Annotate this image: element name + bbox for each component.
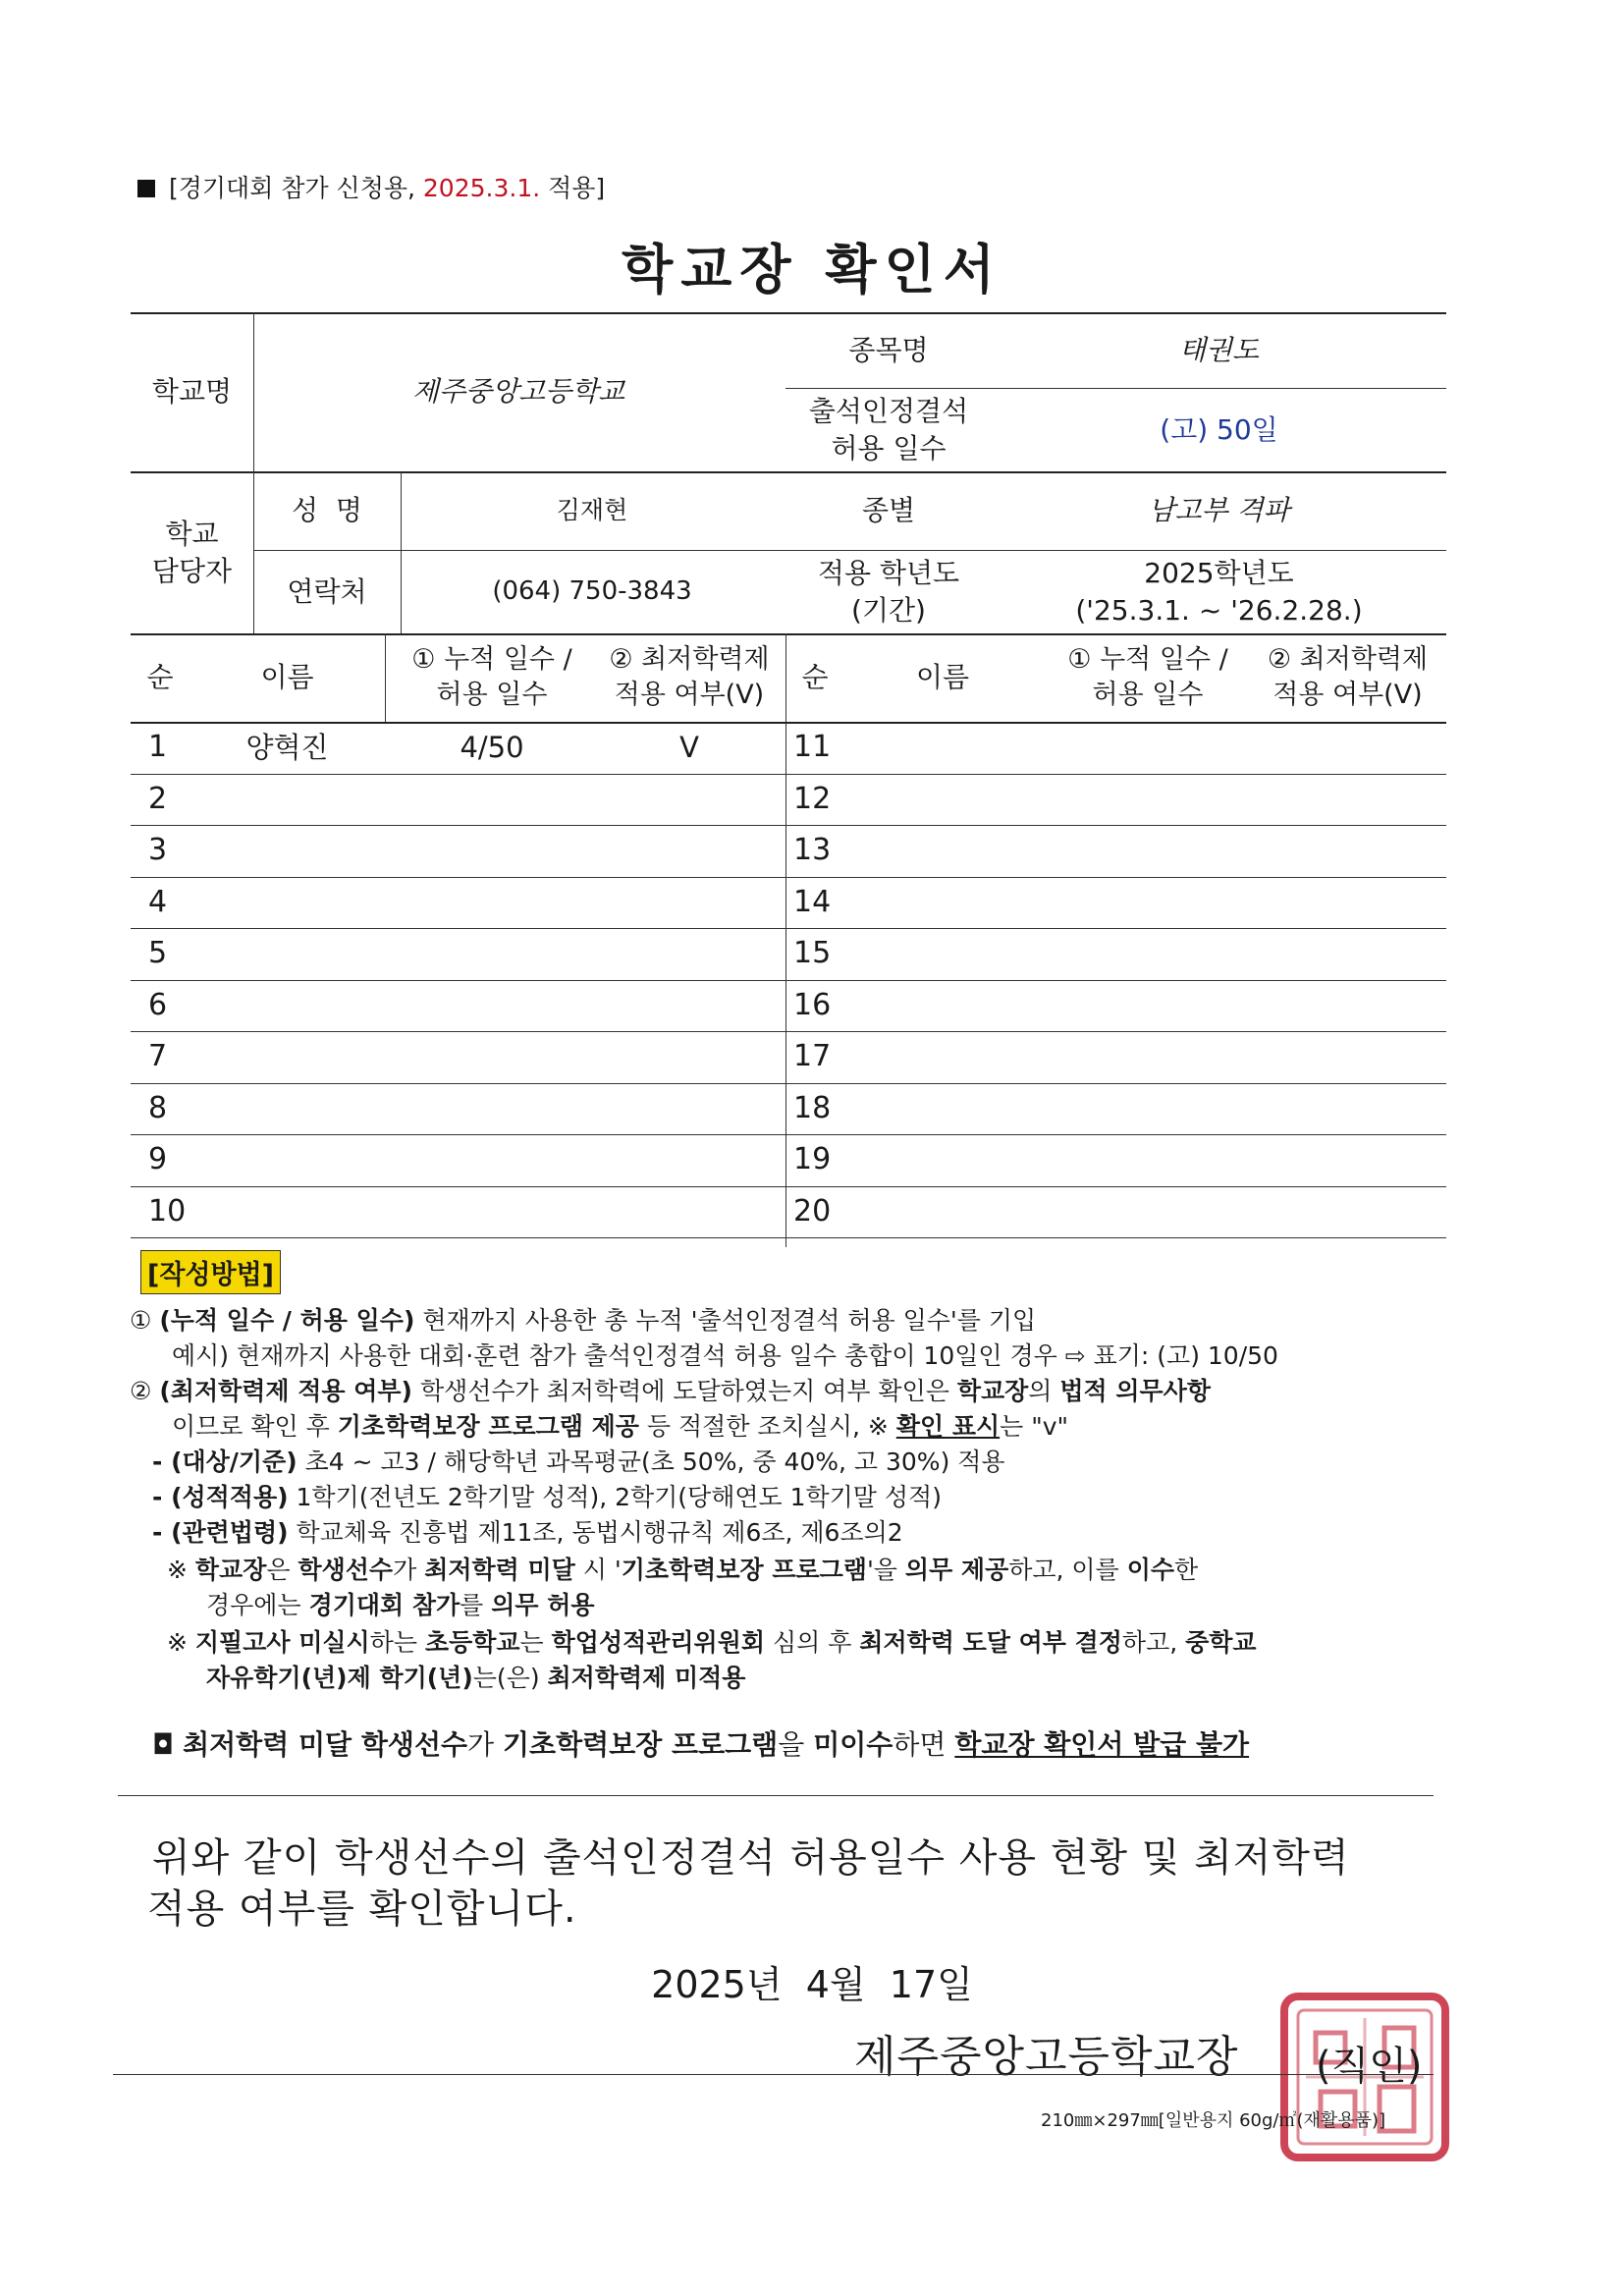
col-no-right: 순 (801, 661, 829, 694)
guide-line: 경우에는 경기대회 참가를 의무 허용 (206, 1591, 595, 1619)
min-academic-check (593, 1134, 785, 1186)
guide-line: 자유학기(년)제 학기(년)는(은) 최저학력제 미적용 (206, 1664, 746, 1692)
school-label: 학교명 (151, 375, 233, 409)
student-name (189, 877, 385, 929)
col-min-right: ② 최저학력제 적용 여부(V) (1267, 643, 1429, 710)
row-number: 19 (793, 1142, 832, 1176)
row-number: 3 (148, 833, 168, 867)
effective-date: 2025.3.1. (422, 174, 541, 202)
days-used (385, 825, 599, 877)
student-name (189, 1186, 385, 1238)
row-number: 6 (148, 987, 168, 1022)
row-number: 2 (148, 781, 168, 816)
footer-line (113, 2074, 1434, 2075)
guide-title: [작성방법] (140, 1250, 281, 1294)
days-used (385, 980, 599, 1032)
name-label: 성 명 (292, 494, 362, 527)
guide-line: ① (누적 일수 / 허용 일수) 현재까지 사용한 총 누적 '출석인정결석 허용 일수'를 기입 (130, 1306, 1037, 1335)
square-bullet-icon (137, 180, 155, 197)
guide-line: 예시) 현재까지 사용한 대회·훈련 참가 출석인정결석 허용 일수 총합이 10일인 경우 ⇨ 표기: (고) 10/50 (172, 1341, 1278, 1370)
event-value: 태권도 (1178, 333, 1260, 366)
event-label: 종목명 (848, 333, 929, 366)
year-value: 2025학년도 ('25.3.1. ~ '26.2.28.) (1075, 556, 1363, 627)
min-academic-check (593, 928, 785, 980)
col-days-left: ① 누적 일수 / 허용 일수 (411, 643, 572, 710)
row-number: 17 (793, 1039, 832, 1073)
absence-label: 출석인정결석 허용 일수 (808, 394, 969, 464)
paper-spec: 210㎜×297㎜[일반용지 60g/㎡(재활용품)] (1041, 2110, 1386, 2131)
min-academic-check (593, 825, 785, 877)
col-min-left: ② 최저학력제 적용 여부(V) (609, 643, 770, 710)
min-academic-check (593, 1186, 785, 1238)
student-name (189, 928, 385, 980)
manager-label: 학교 담당자 (151, 517, 233, 587)
min-academic-check (593, 877, 785, 929)
guide-line: 이므로 확인 후 기초학력보장 프로그램 제공 등 적절한 조치실시, ※ 확인 표시는 "v" (172, 1412, 1069, 1441)
statement-line-2: 적용 여부를 확인합니다. (147, 1886, 577, 1932)
student-name: 양혁진 (245, 730, 329, 764)
row-number: 20 (793, 1193, 832, 1229)
row-number: 4 (148, 884, 168, 919)
days-used (385, 1134, 599, 1186)
guide-line: - (관련법령) 학교체육 진흥법 제11조, 동법시행규칙 제6조, 제6조의2 (152, 1518, 903, 1547)
min-academic-check (593, 774, 785, 826)
min-academic-check (593, 980, 785, 1032)
col-name-right: 이름 (915, 661, 970, 694)
days-used (385, 1186, 599, 1238)
row-number: 5 (148, 936, 168, 970)
guide-line: ② (최저학력제 적용 여부) 학생선수가 최저학력에 도달하였는지 여부 확인은 학교장의 법적 의무사항 (130, 1377, 1212, 1405)
days-used (385, 1031, 599, 1083)
days-used (385, 928, 599, 980)
col-days-right: ① 누적 일수 / 허용 일수 (1067, 643, 1228, 710)
category-value: 남고부 격파 (1148, 494, 1290, 527)
row-number: 12 (793, 781, 832, 816)
student-name (189, 1083, 385, 1135)
seal-label: (직인) (1316, 2044, 1423, 2089)
row-number: 16 (793, 987, 832, 1022)
student-name (189, 825, 385, 877)
student-name (189, 774, 385, 826)
issue-date: 2025년 4월 17일 (651, 1963, 973, 2006)
guide-line: ※ 학교장은 학생선수가 최저학력 미달 시 '기초학력보장 프로그램'을 의무 제공하고, 이를 이수한 (167, 1556, 1199, 1584)
min-academic-check: V (679, 730, 699, 764)
days-used (385, 1083, 599, 1135)
roster-center-line (785, 633, 786, 1247)
row-number: 13 (793, 833, 832, 867)
student-name (189, 1134, 385, 1186)
row-number: 18 (793, 1090, 832, 1125)
absence-value: (고) 50일 (1160, 412, 1278, 446)
days-used: 4/50 (460, 730, 524, 764)
category-label: 종별 (861, 494, 916, 527)
guide-warning: ◘ 최저학력 미달 학생선수가 기초학력보장 프로그램을 미이수하면 학교장 확인서 발급 불가 (152, 1728, 1250, 1761)
name-value: 김재현 (556, 496, 628, 525)
row-number: 10 (148, 1193, 187, 1229)
page-title: 학교장 확인서 (622, 239, 1002, 301)
guide-line: - (성적적용) 1학기(전년도 2학기말 성적), 2학기(당해연도 1학기말 성적) (152, 1483, 942, 1511)
row-number: 14 (793, 884, 832, 919)
min-academic-check (593, 1083, 785, 1135)
year-label: 적용 학년도 (기간) (817, 556, 960, 627)
col-no-left: 순 (146, 661, 174, 694)
roster-row-line (131, 1237, 1446, 1238)
row-number: 1 (148, 730, 168, 764)
contact-label: 연락처 (287, 574, 367, 608)
guide-line: ※ 지필고사 미실시하는 초등학교는 학업성적관리위원회 심의 후 최저학력 도달 여부 결정하고, 중학교 (167, 1628, 1257, 1657)
days-used (385, 877, 599, 929)
student-name (189, 1031, 385, 1083)
row-number: 8 (148, 1090, 168, 1125)
form-usage-note: [경기대회 참가 신청용, 2025.3.1. 적용] (137, 169, 605, 204)
guide-bottom-line (118, 1795, 1434, 1796)
principal-name: 제주중앙고등학교장 (854, 2032, 1239, 2082)
student-name (189, 980, 385, 1032)
guide-line: - (대상/기준) 초4 ~ 고3 / 해당학년 과목평균(초 50%, 중 40%, 고 30%) 적용 (152, 1448, 1005, 1476)
contact-value: (064) 750-3843 (492, 575, 692, 606)
row-number: 7 (148, 1039, 168, 1073)
min-academic-check (593, 1031, 785, 1083)
days-used (385, 774, 599, 826)
col-name-left: 이름 (260, 661, 314, 694)
row-number: 15 (793, 936, 832, 970)
statement-line-1: 위와 같이 학생선수의 출석인정결석 허용일수 사용 현황 및 최저학력 (152, 1835, 1350, 1881)
row-number: 11 (793, 730, 832, 764)
row-number: 9 (148, 1142, 168, 1176)
school-value: 제주중앙고등학교 (411, 375, 625, 409)
